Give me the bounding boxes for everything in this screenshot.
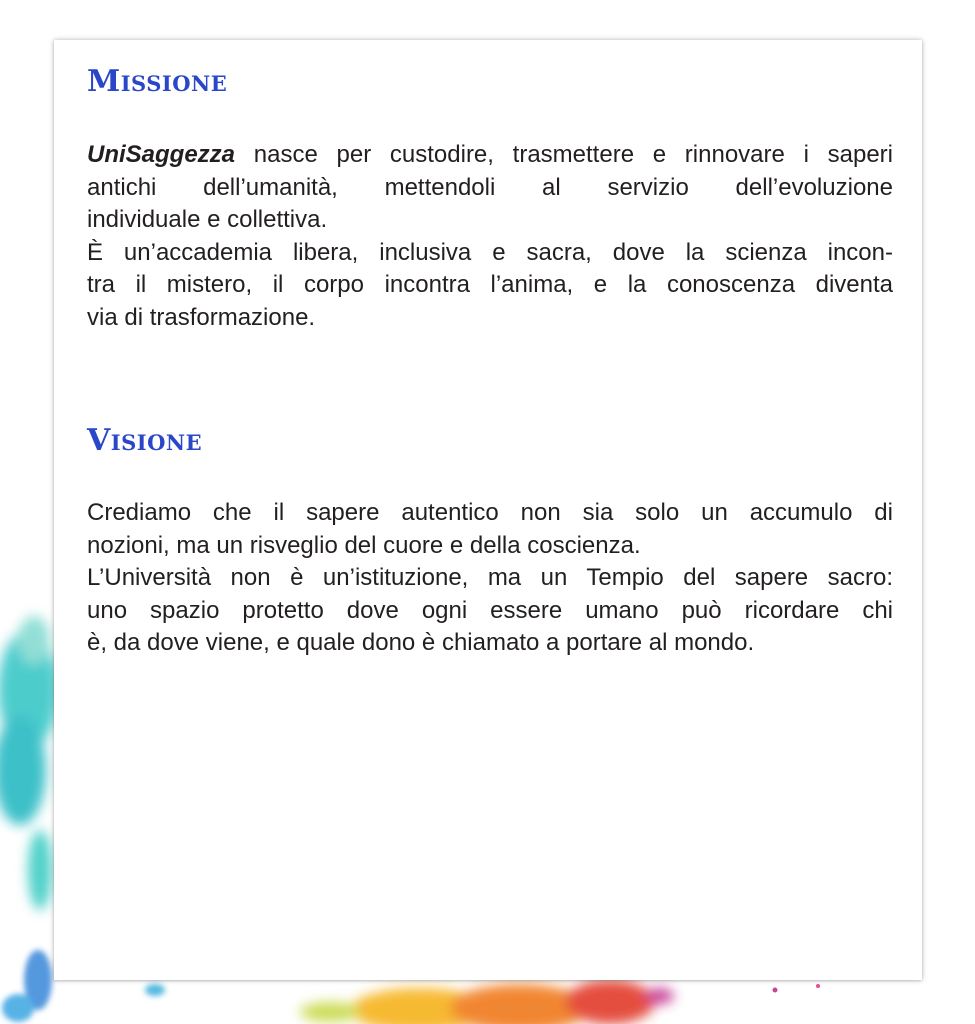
vision-heading: Visione: [87, 423, 203, 458]
mission-line: individuale e collettiva.: [87, 206, 328, 233]
content-card: [54, 40, 922, 980]
mission-line: via di trasformazione.: [87, 303, 316, 331]
vision-line: è, da dove viene, e quale dono è chiamato a portare al mondo.: [87, 629, 755, 656]
teal-splash: [0, 616, 58, 910]
warm-splash: [300, 980, 674, 1024]
mission-line: antichi dell’umanità, mettendoli al servizio dell’evoluzione: [87, 173, 893, 201]
vision-line: Crediamo che il sapere autentico non sia solo un accumulo di: [87, 499, 893, 526]
vision-line: uno spazio protetto dove ogni essere umano può ricordare chi: [87, 596, 893, 624]
mission-heading: Missione: [87, 64, 228, 99]
mission-line: È un’accademia libera, inclusiva e sacra, dove la scienza incon-: [87, 238, 893, 266]
mission-line: tra il mistero, il corpo incontra l’anima, e la conoscenza diventa: [87, 271, 893, 298]
magenta-dots: [773, 984, 821, 993]
vision-line: nozioni, ma un risveglio del cuore e della coscienza.: [87, 531, 641, 559]
vision-line: L’Università non è un’istituzione, ma un Tempio del sapere sacro:: [87, 564, 893, 591]
mission-line: UniSaggezza nasce per custodire, trasmettere e rinnovare i saperi: [87, 141, 893, 168]
vision-paragraph: [87, 497, 893, 660]
mission-paragraph: [87, 139, 893, 334]
brand-name: UniSaggezza: [87, 141, 236, 168]
